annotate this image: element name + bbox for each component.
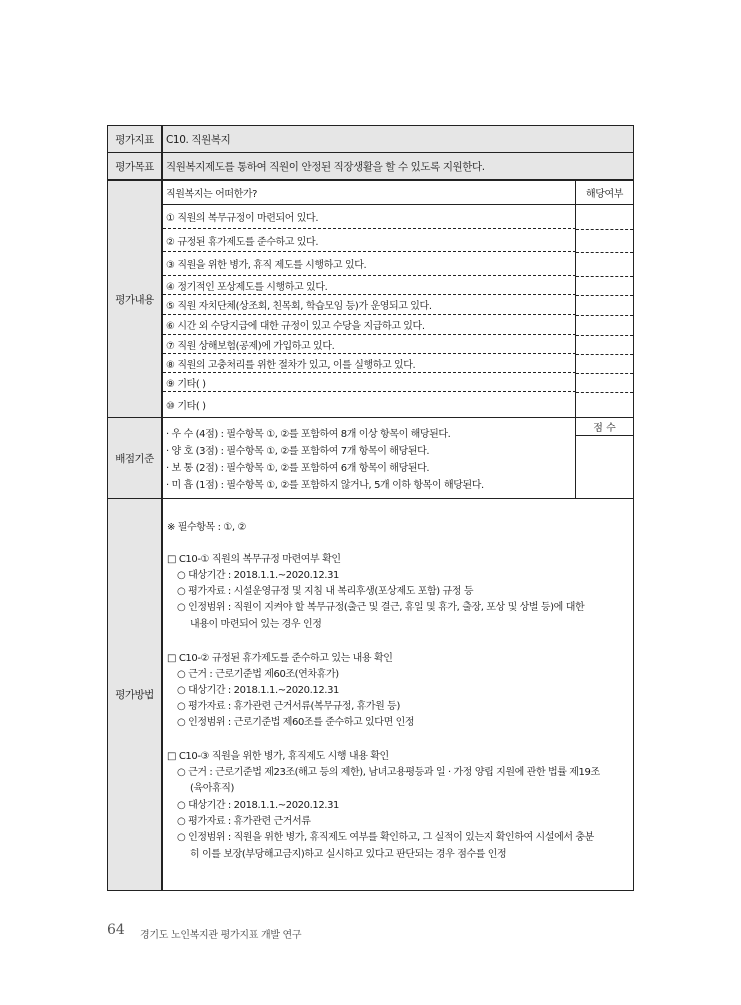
section-1-scope-cont: 내용이 마련되어 있는 경우 인정 bbox=[190, 619, 322, 630]
section-2-title: □ C10-② 규정된 휴가제도를 준수하고 있는 내용 확인 bbox=[167, 653, 393, 664]
section-2-period: ○ 대상기간 : 2018.1.1.~2020.12.31 bbox=[177, 685, 340, 696]
section-2-materials: ○ 평가자료 : 휴가관련 근거서류(복무규정, 휴가원 등) bbox=[177, 701, 400, 712]
method-row bbox=[108, 499, 633, 890]
section-3-materials: ○ 평가자료 : 휴가관련 근거서류 bbox=[177, 816, 311, 827]
section-1-title: □ C10-① 직원의 복무규정 마련여부 확인 bbox=[167, 554, 341, 565]
section-3-period: ○ 대상기간 : 2018.1.1.~2020.12.31 bbox=[177, 800, 340, 811]
section-3-basis-cont: (육아휴직) bbox=[190, 783, 235, 794]
evaluation-table bbox=[107, 125, 634, 891]
section-1-scope: ○ 인정범위 : 직원이 지켜야 할 복무규정(출근 및 결근, 휴일 및 휴가, 출장, 포상 및 상벌 등)에 대한 bbox=[177, 602, 585, 613]
content-item-10: ⑩ 기타( ) bbox=[166, 400, 206, 412]
score-label: 배점기준 bbox=[108, 418, 163, 498]
section-3-basis: ○ 근거 : 근로기준법 제23조(해고 등의 제한), 남녀고용평등과 일 · 가정 양립 지원에 관한 법률 제19조 bbox=[177, 767, 600, 778]
content-item-5: ⑤ 직원 자치단체(상조회, 친목회, 학습모임 등)가 운영되고 있다. bbox=[163, 295, 576, 315]
content-item-9: ⑨ 기타( ) bbox=[163, 373, 576, 392]
footer-title: 경기도 노인복지관 평가지표 개발 연구 bbox=[140, 930, 302, 941]
section-3-scope: ○ 인정범위 : 직원을 위한 병가, 휴직제도 여부를 확인하고, 그 실적이 있는지 확인하여 시설에서 충분 bbox=[177, 832, 594, 843]
section-1-materials: ○ 평가자료 : 시설운영규정 및 지침 내 복리후생(포상제도 포함) 규정 등 bbox=[177, 586, 474, 597]
content-item-7: ⑦ 직원 상해보험(공제)에 가입하고 있다. bbox=[163, 335, 576, 354]
content-area bbox=[163, 181, 633, 417]
applicability-header: 해당여부 bbox=[576, 181, 633, 205]
score-criteria bbox=[163, 418, 576, 498]
section-2-basis: ○ 근거 : 근로기준법 제60조(연차휴가) bbox=[177, 669, 339, 680]
method-content bbox=[163, 499, 633, 890]
section-3-scope-cont: 히 이를 보장(부당해고금지)하고 실시하고 있다고 판단되는 경우 점수를 인정 bbox=[190, 849, 507, 860]
content-item-1: ① 직원의 복무규정이 마련되어 있다. bbox=[163, 205, 576, 229]
content-item-8: ⑧ 직원의 고충처리를 위한 절차가 있고, 이를 실행하고 있다. bbox=[163, 354, 576, 373]
content-items bbox=[163, 205, 576, 417]
content-label: 평가내용 bbox=[108, 181, 163, 417]
page-number: 64 bbox=[107, 922, 125, 938]
content-item-6: ⑥ 시간 외 수당지급에 대한 규정이 있고 수당을 지급하고 있다. bbox=[163, 315, 576, 335]
content-item-4: ④ 정기적인 포상제도를 시행하고 있다. bbox=[163, 276, 576, 295]
goal-value: 직원복지제도를 통하여 직원이 안정된 직장생활을 할 수 있도록 지원한다. bbox=[163, 153, 633, 179]
score-average: · 보 통 (2점) : 필수항목 ①, ②를 포함하여 6개 항목이 해당된다. bbox=[166, 463, 430, 474]
content-question: 직원복지는 어떠한가? bbox=[163, 181, 576, 205]
required-items: ※ 필수항목 : ①, ② bbox=[167, 522, 247, 533]
content-row bbox=[108, 181, 633, 417]
indicator-value: C10. 직원복지 bbox=[163, 126, 633, 152]
goal-row bbox=[108, 153, 633, 179]
indicator-label: 평가지표 bbox=[108, 126, 163, 152]
score-good: · 양 호 (3점) : 필수항목 ①, ②를 포함하여 7개 항목이 해당된다. bbox=[166, 446, 430, 457]
content-item-2: ② 규정된 휴가제도를 준수하고 있다. bbox=[163, 229, 576, 252]
score-excellent: · 우 수 (4점) : 필수항목 ①, ②를 포함하여 8개 이상 항목이 해당된다. bbox=[166, 429, 451, 440]
goal-label: 평가목표 bbox=[108, 153, 163, 179]
content-item-3: ③ 직원을 위한 병가, 휴직 제도를 시행하고 있다. bbox=[163, 252, 576, 276]
method-label: 평가방법 bbox=[108, 499, 163, 890]
section-2-scope: ○ 인정범위 : 근로기준법 제60조를 준수하고 있다면 인정 bbox=[177, 717, 415, 728]
applicability-column bbox=[576, 205, 633, 417]
section-1-period: ○ 대상기간 : 2018.1.1.~2020.12.31 bbox=[177, 570, 340, 581]
score-header: 점 수 bbox=[576, 418, 633, 436]
score-row bbox=[108, 418, 633, 498]
indicator-row bbox=[108, 126, 633, 152]
section-3-title: □ C10-③ 직원을 위한 병가, 휴직제도 시행 내용 확인 bbox=[167, 751, 389, 762]
score-poor: · 미 흡 (1점) : 필수항목 ①, ②를 포함하지 않거나, 5개 이하 항목이 해당된다. bbox=[166, 480, 484, 491]
